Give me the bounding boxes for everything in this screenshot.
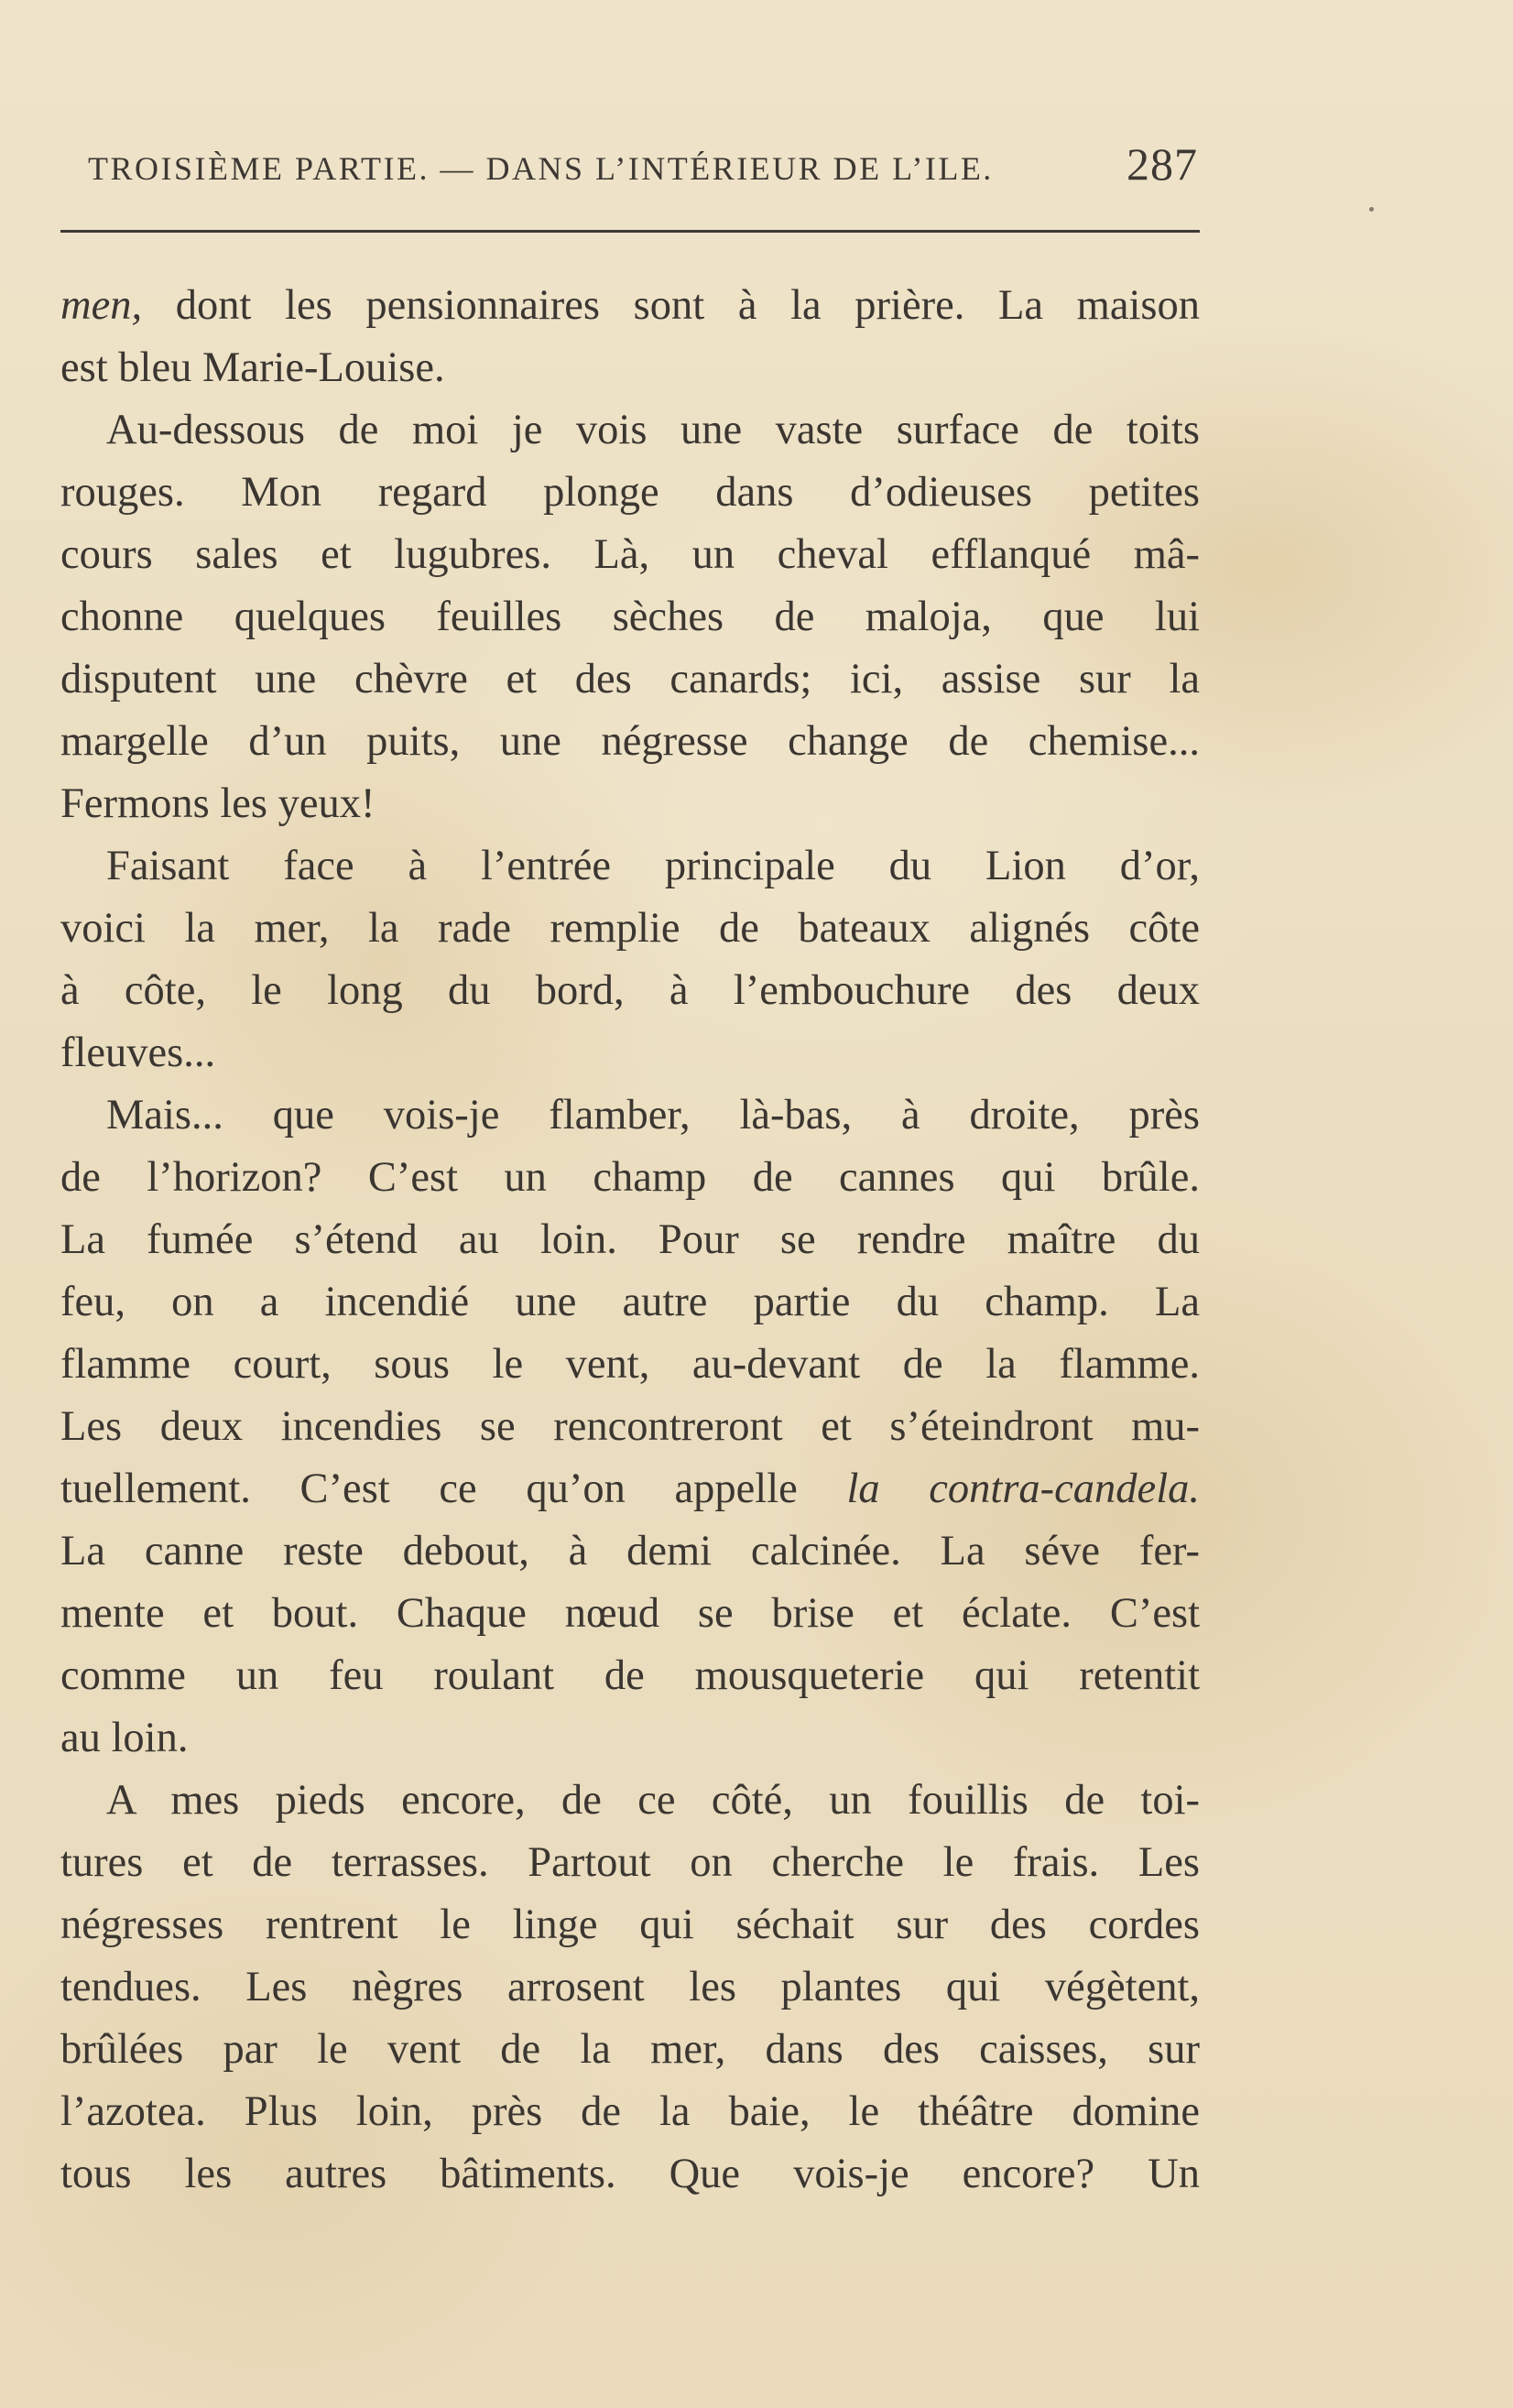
text-line: feu, on a incendié une autre partie du champ. La <box>60 1279 1200 1325</box>
text-line: margelle d’un puits, une négresse change de chemise... <box>60 718 1200 765</box>
text-line: tous les autres bâtiments. Que vois-je encore? Un <box>60 2151 1200 2197</box>
text-line: mente et bout. Chaque nœud se brise et éclate. C’est <box>60 1590 1200 1637</box>
text-line: chonne quelques feuilles sèches de maloja, que lui <box>60 594 1200 640</box>
text-line: cours sales et lugubres. Là, un cheval efflanqué mâ- <box>60 531 1200 578</box>
paper-speck <box>1369 207 1374 212</box>
text-line: men, dont les pensionnaires sont à la prière. La maison <box>60 282 1200 329</box>
text-line: Les deux incendies se rencontreront et s’éteindront mu- <box>60 1403 1200 1450</box>
text-line: La canne reste debout, à demi calcinée. La séve fer- <box>60 1528 1200 1574</box>
page-header <box>88 137 1198 202</box>
running-head: TROISIÈME PARTIE. — DANS L’INTÉRIEUR DE L’ILE. <box>88 150 994 187</box>
text-line: Au-dessous de moi je vois une vaste surface de toits <box>106 407 1200 453</box>
text-line: au loin. <box>60 1715 189 1761</box>
text-line: tuellement. C’est ce qu’on appelle la contra-candela. <box>60 1466 1200 1512</box>
text-line: négresses rentrent le linge qui séchait sur des cordes <box>60 1901 1200 1948</box>
text-line: tures et de terrasses. Partout on cherche le frais. Les <box>60 1839 1200 1886</box>
text-line: tendues. Les nègres arrosent les plantes qui végètent, <box>60 1964 1200 2010</box>
text-line: de l’horizon? C’est un champ de cannes qui brûle. <box>60 1154 1200 1201</box>
text-line: à côte, le long du bord, à l’embouchure des deux <box>60 967 1200 1014</box>
text-line: Mais... que vois-je flamber, là-bas, à droite, près <box>106 1092 1200 1139</box>
text-line: l’azotea. Plus loin, près de la baie, le théâtre domine <box>60 2088 1200 2135</box>
italic-phrase: la contra-candela. <box>846 1466 1200 1512</box>
text-line: brûlées par le vent de la mer, dans des caisses, sur <box>60 2026 1200 2073</box>
body-text <box>60 275 1200 2206</box>
text-line: fleuves... <box>60 1030 216 1076</box>
text-line: Fermons les yeux! <box>60 780 376 827</box>
text-line: Faisant face à l’entrée principale du Lion d’or, <box>106 843 1200 889</box>
text-line: A mes pieds encore, de ce côté, un fouillis de toi- <box>106 1777 1200 1824</box>
text-line: flamme court, sous le vent, au-devant de la flamme. <box>60 1341 1200 1388</box>
text-line: La fumée s’étend au loin. Pour se rendre maître du <box>60 1216 1200 1263</box>
text-line: rouges. Mon regard plonge dans d’odieuses petites <box>60 469 1200 516</box>
header-rule <box>60 230 1200 233</box>
text-line: comme un feu roulant de mousqueterie qui retentit <box>60 1652 1200 1699</box>
text-line: voici la mer, la rade remplie de bateaux alignés côte <box>60 905 1200 952</box>
italic-word: men, <box>60 282 143 329</box>
text-line: disputent une chèvre et des canards; ici, assise sur la <box>60 656 1200 703</box>
text-line: est bleu Marie-Louise. <box>60 344 445 391</box>
page-number: 287 <box>1127 138 1198 190</box>
